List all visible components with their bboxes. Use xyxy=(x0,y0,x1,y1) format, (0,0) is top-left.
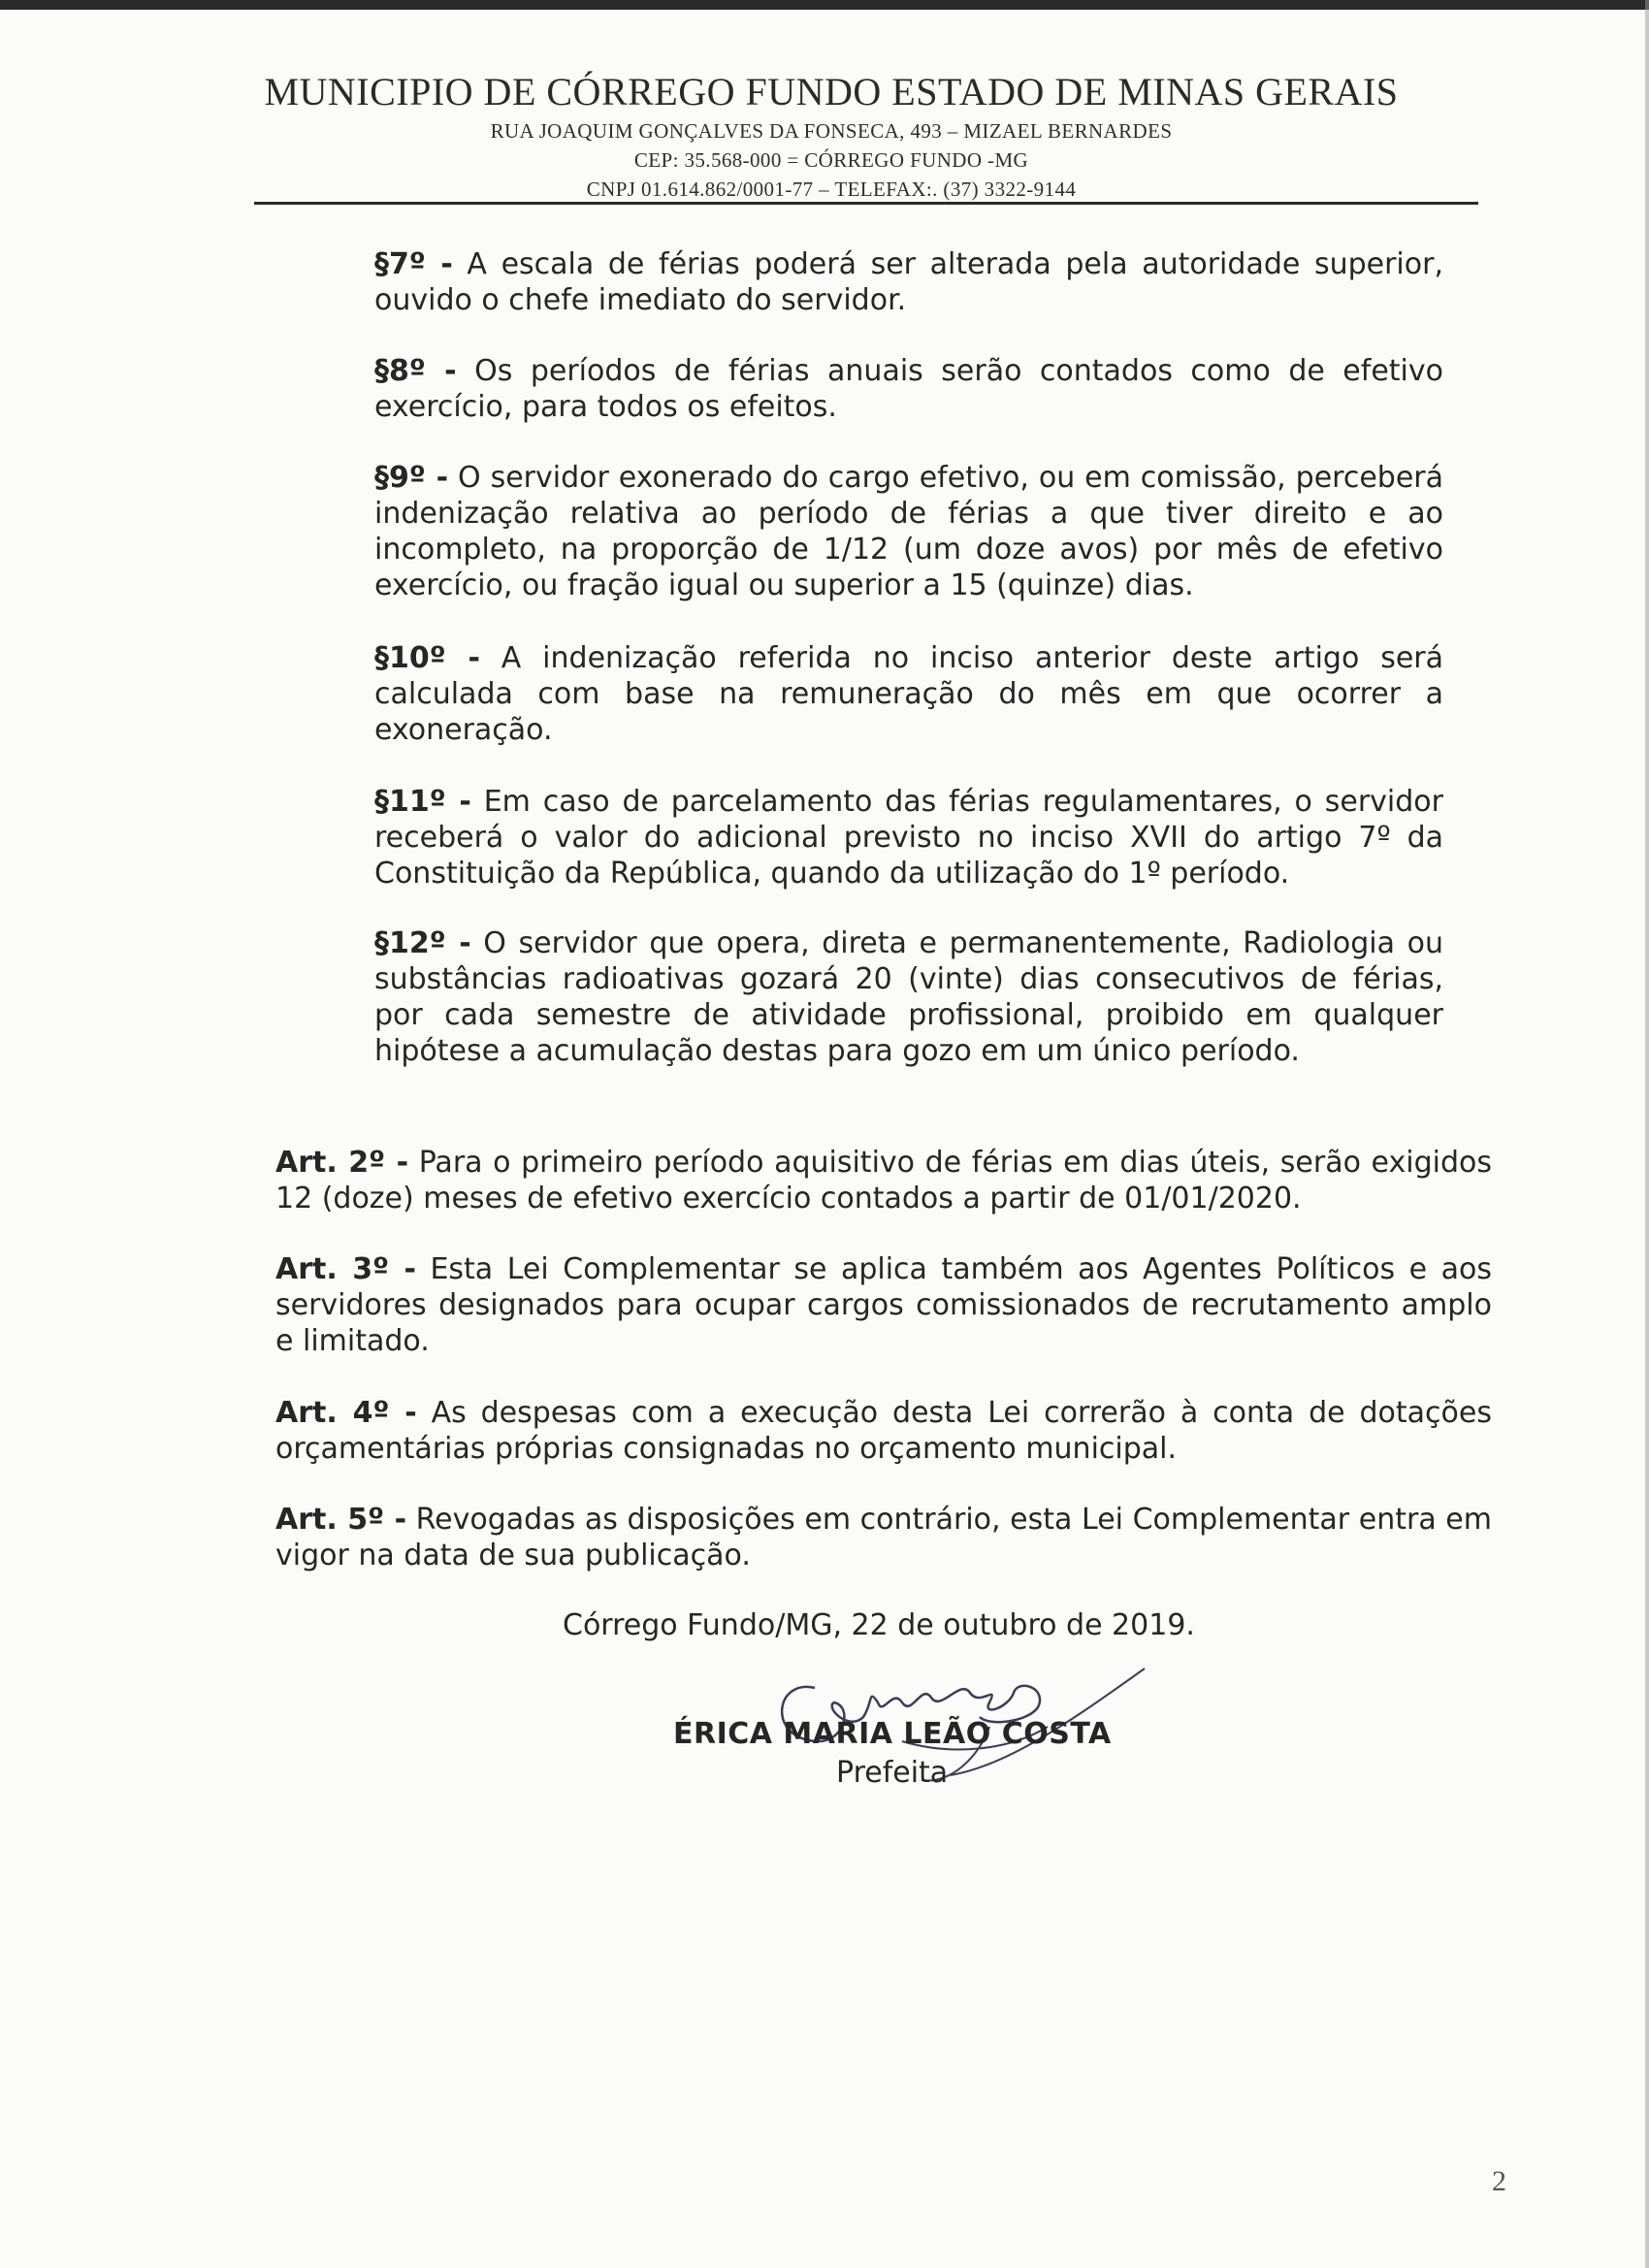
section-text: A indenização referida no inciso anterior deste artigo será calculada com base na remuneração do mês em que ocorrer a exoneração. xyxy=(374,641,1443,747)
signer-role: Prefeita xyxy=(836,1756,949,1790)
section-label: §11º - xyxy=(374,785,471,819)
letterhead-cnpj: CNPJ 01.614.862/0001-77 – TELEFAX:. (37) 3322-9144 xyxy=(586,178,1077,201)
section-7 xyxy=(374,246,1443,318)
section-label: §7º - xyxy=(374,247,453,281)
article-text: As despesas com a execução desta Lei correrão à conta de dotações orçamentárias próprias consignadas no orçamento municipal. xyxy=(275,1396,1492,1466)
section-text: Os períodos de férias anuais serão contados como de efetivo exercício, para todos os efeitos. xyxy=(374,354,1443,424)
section-label: §10º - xyxy=(374,641,480,675)
section-9 xyxy=(374,460,1443,603)
article-label: Art. 5º - xyxy=(275,1503,407,1537)
article-label: Art. 4º - xyxy=(275,1396,417,1430)
section-text: O servidor que opera, direta e permanentemente, Radiologia ou substâncias radioativas gozará 20 (vinte) dias consecutivos de férias, por cada semestre de atividade profissional, proibido em qualquer hipótese a acumulação destas para gozo em um único período. xyxy=(374,926,1444,1068)
letterhead-address: RUA JOAQUIM GONÇALVES DA FONSECA, 493 – MIZAEL BERNARDES xyxy=(490,119,1173,143)
letterhead-title: MUNICIPIO DE CÓRREGO FUNDO ESTADO DE MINAS GERAIS xyxy=(264,70,1399,113)
scan-right-edge xyxy=(1645,0,1649,2268)
section-label: §8º - xyxy=(374,354,457,388)
signer-name: ÉRICA MARIA LEÃO COSTA xyxy=(673,1717,1112,1751)
section-8 xyxy=(374,353,1443,425)
section-11 xyxy=(374,784,1443,891)
section-text: A escala de férias poderá ser alterada pela autoridade superior, ouvido o chefe imediato do servidor. xyxy=(374,247,1443,317)
article-label: Art. 2º - xyxy=(275,1146,409,1180)
letterhead-rule xyxy=(254,202,1478,205)
place-date: Córrego Fundo/MG, 22 de outubro de 2019. xyxy=(563,1608,1195,1642)
section-label: §12º - xyxy=(374,926,471,960)
article-label: Art. 3º - xyxy=(275,1252,416,1286)
article-text: Esta Lei Complementar se aplica também aos Agentes Políticos e aos servidores designados para ocupar cargos comissionados de recrutamento amplo e limitado. xyxy=(275,1252,1492,1358)
letterhead xyxy=(254,68,1408,204)
section-text: O servidor exonerado do cargo efetivo, ou em comissão, perceberá indenização relativa ao período de férias a que tiver direito e ao incompleto, na proporção de 1/12 (um doze avos) por mês de efetivo exercício, ou fração igual ou superior a 15 (quinze) dias. xyxy=(374,461,1443,602)
article-2 xyxy=(275,1145,1492,1216)
section-12 xyxy=(374,925,1443,1069)
article-text: Para o primeiro período aquisitivo de férias em dias úteis, serão exigidos 12 (doze) meses de efetivo exercício contados a partir de 01/01/2020. xyxy=(275,1146,1492,1215)
section-label: §9º - xyxy=(374,461,449,495)
article-3 xyxy=(275,1251,1492,1359)
article-5 xyxy=(275,1502,1492,1573)
page-number: 2 xyxy=(1492,2165,1506,2197)
scan-top-edge xyxy=(0,0,1649,10)
section-text: Em caso de parcelamento das férias regulamentares, o servidor receberá o valor do adicional previsto no inciso XVII do artigo 7º da Constituição da República, quando da utilização do 1º período. xyxy=(374,785,1443,891)
letterhead-cep: CEP: 35.568-000 = CÓRREGO FUNDO -MG xyxy=(633,148,1029,172)
article-text: Revogadas as disposições em contrário, esta Lei Complementar entra em vigor na data de sua publicação. xyxy=(275,1503,1492,1572)
section-10 xyxy=(374,640,1443,748)
article-4 xyxy=(275,1395,1492,1467)
